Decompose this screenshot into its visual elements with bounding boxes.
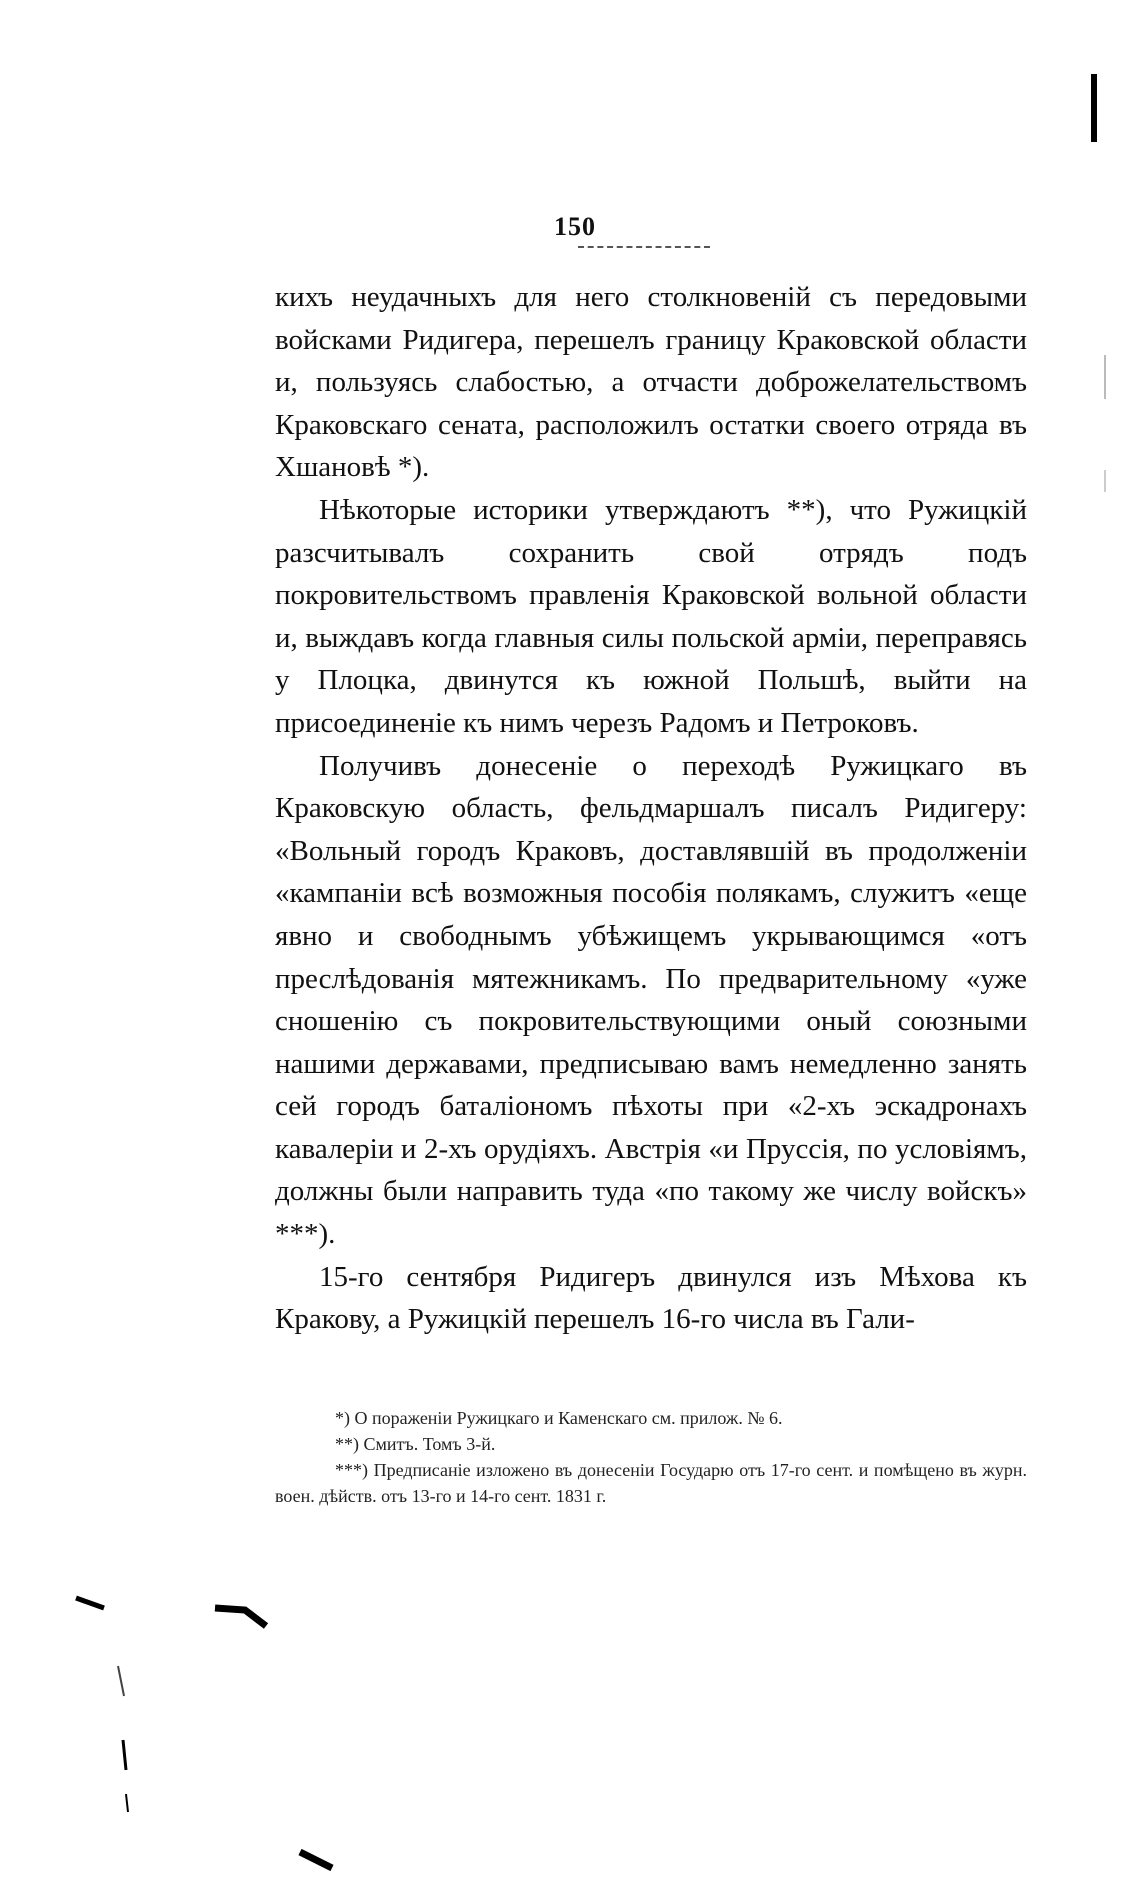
scan-artifact-marks (60, 1580, 360, 1880)
paragraph: Нѣкоторые историки утверждаютъ **), что Ружицкій разсчитывалъ сохранить свой отрядъ подъ покровительствомъ правленія Краковской вольной области и, выждавъ когда главныя силы польской арміи, переправясь у Плоцка, двинутся къ южной Польшѣ, выйти на присоединеніе къ нимъ черезъ Радомъ и Петроковъ. (275, 493, 1027, 739)
footnote: **) Смитъ. Томъ 3-й. (335, 1434, 496, 1454)
scan-edge-mark (1104, 470, 1106, 492)
paragraph: кихъ неудачныхъ для него столкновеній съ передовыми войсками Ридигера, перешелъ границу Краковской области и, пользуясь слабостью, а отчасти доброжелательствомъ Краковскаго сената, расположилъ остатки своего отряда въ Хшановѣ *). (275, 281, 1027, 484)
footnote: *) О пораженіи Ружицкаго и Каменскаго см. прилож. № 6. (335, 1408, 783, 1428)
footnotes (275, 1405, 1027, 1509)
footnote: ***) Предписаніе изложено въ донесеніи Государю отъ 17-го сент. и помѣщено въ журн. воен. дѣйств. отъ 13-го и 14-го сент. 1831 г. (275, 1460, 1027, 1506)
paragraph: 15-го сентября Ридигеръ двинулся изъ Мѣхова къ Кракову, а Ружицкій перешелъ 16-го числа въ Гали- (275, 1260, 1027, 1336)
paragraph: Получивъ донесеніе о переходѣ Ружицкаго въ Краковскую область, фельдмаршалъ писалъ Ридигеру: «Вольный городъ Краковъ, доставлявшій въ продолженіи «кампаніи всѣ возможныя пособія полякамъ, служитъ «еще явно и свободнымъ убѣжищемъ укрывающимся «отъ преслѣдованія мятежникамъ. По предварительному «уже сношенію съ покровительствующими оный союзными нашими державами, предписываю вамъ немедленно занять сей городъ баталіономъ пѣхоты при «2-хъ эскадронахъ кавалеріи и 2-хъ орудіяхъ. Австрія «и Пруссія, по условіямъ, должны были направить туда «по такому же числу войскъ» ***). (275, 749, 1027, 1251)
page-number-rule (578, 246, 710, 248)
scan-edge-mark (1091, 74, 1097, 142)
main-text (275, 276, 1027, 1341)
page-number: 150 (554, 212, 596, 241)
scan-edge-mark (1104, 355, 1106, 399)
